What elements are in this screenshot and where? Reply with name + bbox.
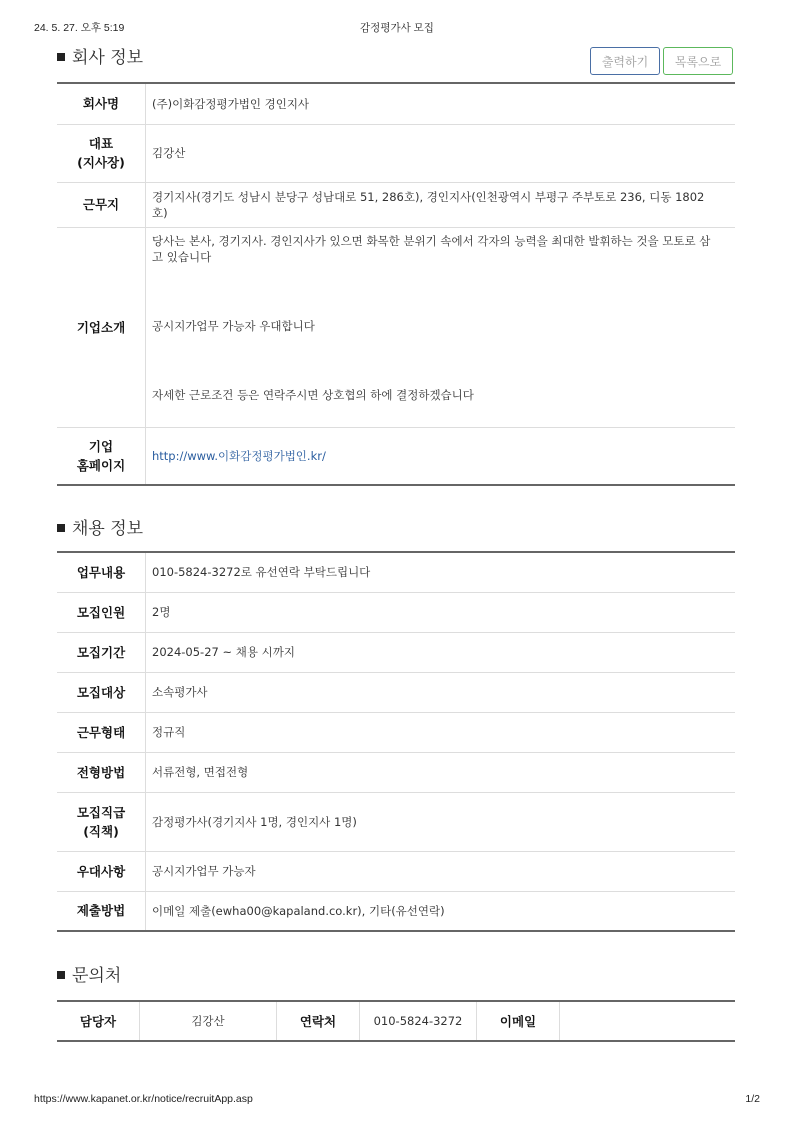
company-name-label: 회사명 [57, 83, 146, 124]
intro-line: 당사는 본사, 경기지사. 경인지사가 있으면 화목한 분위기 속에서 각자의 능력을 최대한 발휘하는 것을 모토로 삼고 있습니다 [152, 233, 711, 264]
intro-label: 기업소개 [57, 227, 146, 427]
company-section-title [57, 46, 143, 70]
recruit-row-label: 전형방법 [57, 752, 146, 792]
table-row [57, 632, 735, 672]
company-info-table [57, 82, 735, 486]
company-section-label: 회사 정보 [72, 48, 144, 68]
homepage-value [146, 427, 736, 485]
recruit-info-table [57, 551, 735, 932]
square-bullet-icon [57, 524, 65, 532]
homepage-label: 기업 홈페이지 [57, 427, 146, 485]
recruit-row-label: 모집대상 [57, 672, 146, 712]
location-value: 경기지사(경기도 성남시 분당구 성남대로 51, 286호), 경인지사(인천광역시 부평구 주부토로 236, 디동 1802호) [146, 182, 736, 227]
company-name-value: (주)이화감정평가법인 경인지사 [146, 83, 736, 124]
recruit-row-label: 제출방법 [57, 891, 146, 931]
recruit-section-title [57, 517, 143, 541]
print-page-number: 1/2 [745, 1093, 760, 1105]
table-row [57, 182, 735, 227]
recruit-row-label: 모집기간 [57, 632, 146, 672]
square-bullet-icon [57, 971, 65, 979]
recruit-row-value: 소속평가사 [146, 672, 736, 712]
contact-section-label: 문의처 [72, 966, 122, 986]
recruit-row-label: 모집인원 [57, 592, 146, 632]
recruit-row-value: 010-5824-3272로 유선연락 부탁드립니다 [146, 552, 736, 592]
intro-value [146, 227, 736, 427]
table-row [57, 427, 735, 485]
email-value [560, 1001, 736, 1041]
homepage-link[interactable]: http://www.이화감정평가법인.kr/ [152, 448, 326, 463]
table-row [57, 891, 735, 931]
recruit-row-value: 이메일 제출(ewha00@kapaland.co.kr), 기타(유선연락) [152, 903, 445, 918]
table-row [57, 552, 735, 592]
table-row [57, 792, 735, 851]
print-footer [34, 1093, 760, 1107]
phone-value: 010-5824-3272 [360, 1001, 477, 1041]
recruit-row-label: 우대사항 [57, 851, 146, 891]
recruit-row-value: 2명 [146, 592, 736, 632]
location-label: 근무지 [57, 182, 146, 227]
contact-table [57, 1000, 735, 1042]
print-title: 감정평가사 모집 [360, 22, 434, 34]
recruit-row-label: 근무형태 [57, 712, 146, 752]
print-url: https://www.kapanet.or.kr/notice/recruitApp.asp [34, 1093, 253, 1105]
print-datetime: 24. 5. 27. 오후 5:19 [34, 22, 125, 34]
table-row [57, 712, 735, 752]
table-row [57, 851, 735, 891]
email-label: 이메일 [477, 1001, 560, 1041]
phone-label: 연락처 [277, 1001, 360, 1041]
recruit-row-value: 공시지가업무 가능자 [146, 851, 736, 891]
recruit-row-label: 업무내용 [57, 552, 146, 592]
table-row [57, 227, 735, 427]
recruit-row-value: 감정평가사(경기지사 1명, 경인지사 1명) [146, 792, 736, 851]
print-header [34, 20, 760, 34]
back-to-list-button[interactable]: 목록으로 [663, 47, 733, 75]
representative-value: 김강산 [146, 124, 736, 182]
intro-line: 공시지가업무 가능자 우대합니다 [152, 318, 315, 333]
table-row [57, 1001, 735, 1041]
table-row [57, 83, 735, 124]
intro-line: 자세한 근로조건 등은 연락주시면 상호협의 하에 결정하겠습니다 [152, 387, 474, 402]
print-button[interactable]: 출력하기 [590, 47, 660, 75]
table-row [57, 672, 735, 712]
square-bullet-icon [57, 53, 65, 61]
table-row [57, 752, 735, 792]
recruit-row-label: 모집직급 (직책) [57, 792, 146, 851]
recruit-row-value: 2024-05-27 ~ 채용 시까지 [146, 632, 736, 672]
recruit-row-value: 정규직 [146, 712, 736, 752]
manager-label: 담당자 [57, 1001, 140, 1041]
recruit-row-value: 서류전형, 면접전형 [146, 752, 736, 792]
representative-label: 대표 (지사장) [57, 124, 146, 182]
manager-value: 김강산 [140, 1001, 277, 1041]
table-row [57, 124, 735, 182]
table-row [57, 592, 735, 632]
recruit-section-label: 채용 정보 [72, 519, 144, 539]
contact-section-title [57, 964, 121, 988]
